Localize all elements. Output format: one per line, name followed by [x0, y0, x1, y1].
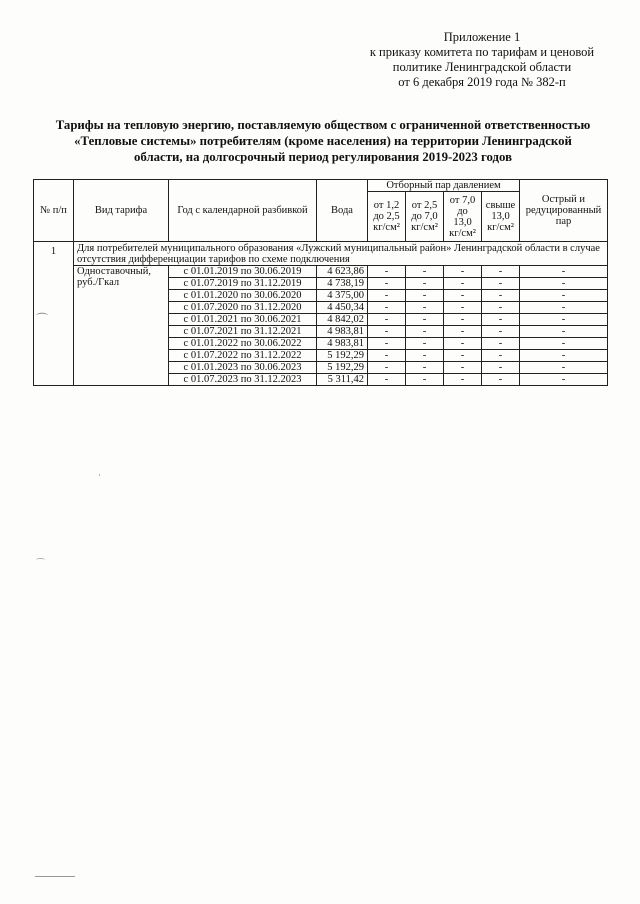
period-cell: с 01.07.2021 по 31.12.2021 [169, 326, 317, 338]
water-value: 4 842,02 [317, 314, 368, 326]
header-period: Год с календарной разбивкой [169, 180, 317, 242]
water-value: 4 375,00 [317, 290, 368, 302]
period-cell: с 01.01.2020 по 30.06.2020 [169, 290, 317, 302]
water-value: 4 983,81 [317, 326, 368, 338]
period-cell: с 01.01.2019 по 30.06.2019 [169, 266, 317, 278]
dash-cell: - [482, 362, 520, 374]
dash-cell: - [444, 362, 482, 374]
appendix-line-4: от 6 декабря 2019 года № 382-п [398, 75, 566, 89]
header-sharp-steam: Острый и редуцированный пар [520, 180, 608, 242]
header-tariff-type: Вид тарифа [74, 180, 169, 242]
period-cell: с 01.01.2021 по 30.06.2021 [169, 314, 317, 326]
dash-cell: - [368, 278, 406, 290]
dash-cell: - [406, 326, 444, 338]
period-cell: с 01.01.2022 по 30.06.2022 [169, 338, 317, 350]
dash-cell: - [444, 290, 482, 302]
header-water: Вода [317, 180, 368, 242]
title-line-1: Тарифы на тепловую энергию, поставляемую обществом с ограниченной ответственностью [55, 118, 591, 132]
dash-cell: - [482, 290, 520, 302]
header-steam-3: от 7,0 до 13,0 кг/см² [444, 192, 482, 242]
consumer-group-label: Для потребителей муниципального образования «Лужский муниципальный район» Ленинградской области в случае отсутствия дифференциации тарифов по схеме подключения [74, 242, 608, 266]
dash-cell: - [368, 326, 406, 338]
water-value: 4 623,86 [317, 266, 368, 278]
dash-cell: - [406, 266, 444, 278]
dash-cell: - [444, 326, 482, 338]
appendix-line-2: к приказу комитета по тарифам и ценовой [369, 45, 595, 59]
dash-cell: - [482, 302, 520, 314]
scan-mark: ⌒ [36, 558, 46, 568]
dash-cell: - [482, 350, 520, 362]
header-steam-4: свыше 13,0 кг/см² [482, 192, 520, 242]
dash-cell: - [444, 374, 482, 386]
dash-cell: - [520, 266, 608, 278]
dash-cell: - [482, 338, 520, 350]
dash-cell: - [482, 278, 520, 290]
dash-cell: - [368, 290, 406, 302]
dash-cell: - [368, 374, 406, 386]
water-value: 5 192,29 [317, 350, 368, 362]
dash-cell: - [406, 374, 444, 386]
dash-cell: - [520, 350, 608, 362]
dash-cell: - [444, 266, 482, 278]
dash-cell: - [368, 314, 406, 326]
dash-cell: - [520, 374, 608, 386]
dash-cell: - [368, 350, 406, 362]
dash-cell: - [482, 314, 520, 326]
dash-cell: - [368, 338, 406, 350]
row-number: 1 [34, 242, 74, 386]
scan-line [35, 876, 75, 877]
dash-cell: - [482, 266, 520, 278]
dash-cell: - [368, 302, 406, 314]
dash-cell: - [406, 290, 444, 302]
water-value: 5 311,42 [317, 374, 368, 386]
dash-cell: - [406, 338, 444, 350]
period-cell: с 01.07.2023 по 31.12.2023 [169, 374, 317, 386]
dash-cell: - [406, 362, 444, 374]
dash-cell: - [520, 314, 608, 326]
document-title [40, 117, 606, 165]
dash-cell: - [520, 302, 608, 314]
period-cell: с 01.07.2022 по 31.12.2022 [169, 350, 317, 362]
header-steam-group: Отборный пар давлением [368, 180, 520, 192]
dash-cell: - [520, 290, 608, 302]
water-value: 4 450,34 [317, 302, 368, 314]
dash-cell: - [482, 374, 520, 386]
title-line-3: области, на долгосрочный период регулирования 2019-2023 годов [133, 150, 513, 164]
header-num: № п/п [34, 180, 74, 242]
dash-cell: - [444, 350, 482, 362]
scan-dot: · [98, 470, 101, 480]
water-value: 5 192,29 [317, 362, 368, 374]
header-steam-1: от 1,2 до 2,5 кг/см² [368, 192, 406, 242]
dash-cell: - [444, 338, 482, 350]
period-cell: с 01.01.2023 по 30.06.2023 [169, 362, 317, 374]
appendix-line-3: политике Ленинградской области [392, 60, 572, 74]
dash-cell: - [444, 302, 482, 314]
appendix-note [362, 30, 602, 90]
dash-cell: - [406, 302, 444, 314]
dash-cell: - [444, 278, 482, 290]
dash-cell: - [368, 266, 406, 278]
period-cell: с 01.07.2020 по 31.12.2020 [169, 302, 317, 314]
water-value: 4 738,19 [317, 278, 368, 290]
dash-cell: - [482, 326, 520, 338]
period-cell: с 01.07.2019 по 31.12.2019 [169, 278, 317, 290]
dash-cell: - [368, 362, 406, 374]
header-steam-2: от 2,5 до 7,0 кг/см² [406, 192, 444, 242]
dash-cell: - [520, 326, 608, 338]
dash-cell: - [520, 278, 608, 290]
water-value: 4 983,81 [317, 338, 368, 350]
dash-cell: - [520, 362, 608, 374]
appendix-line-1: Приложение 1 [443, 30, 521, 44]
dash-cell: - [520, 338, 608, 350]
scan-mark: ⌒ [36, 312, 49, 326]
dash-cell: - [406, 278, 444, 290]
tariff-name: Одноставочный, руб./Гкал [74, 266, 169, 386]
title-line-2: «Тепловые системы» потребителям (кроме населения) на территории Ленинградской [74, 134, 572, 148]
dash-cell: - [406, 350, 444, 362]
dash-cell: - [444, 314, 482, 326]
dash-cell: - [406, 314, 444, 326]
tariff-table [33, 179, 608, 386]
